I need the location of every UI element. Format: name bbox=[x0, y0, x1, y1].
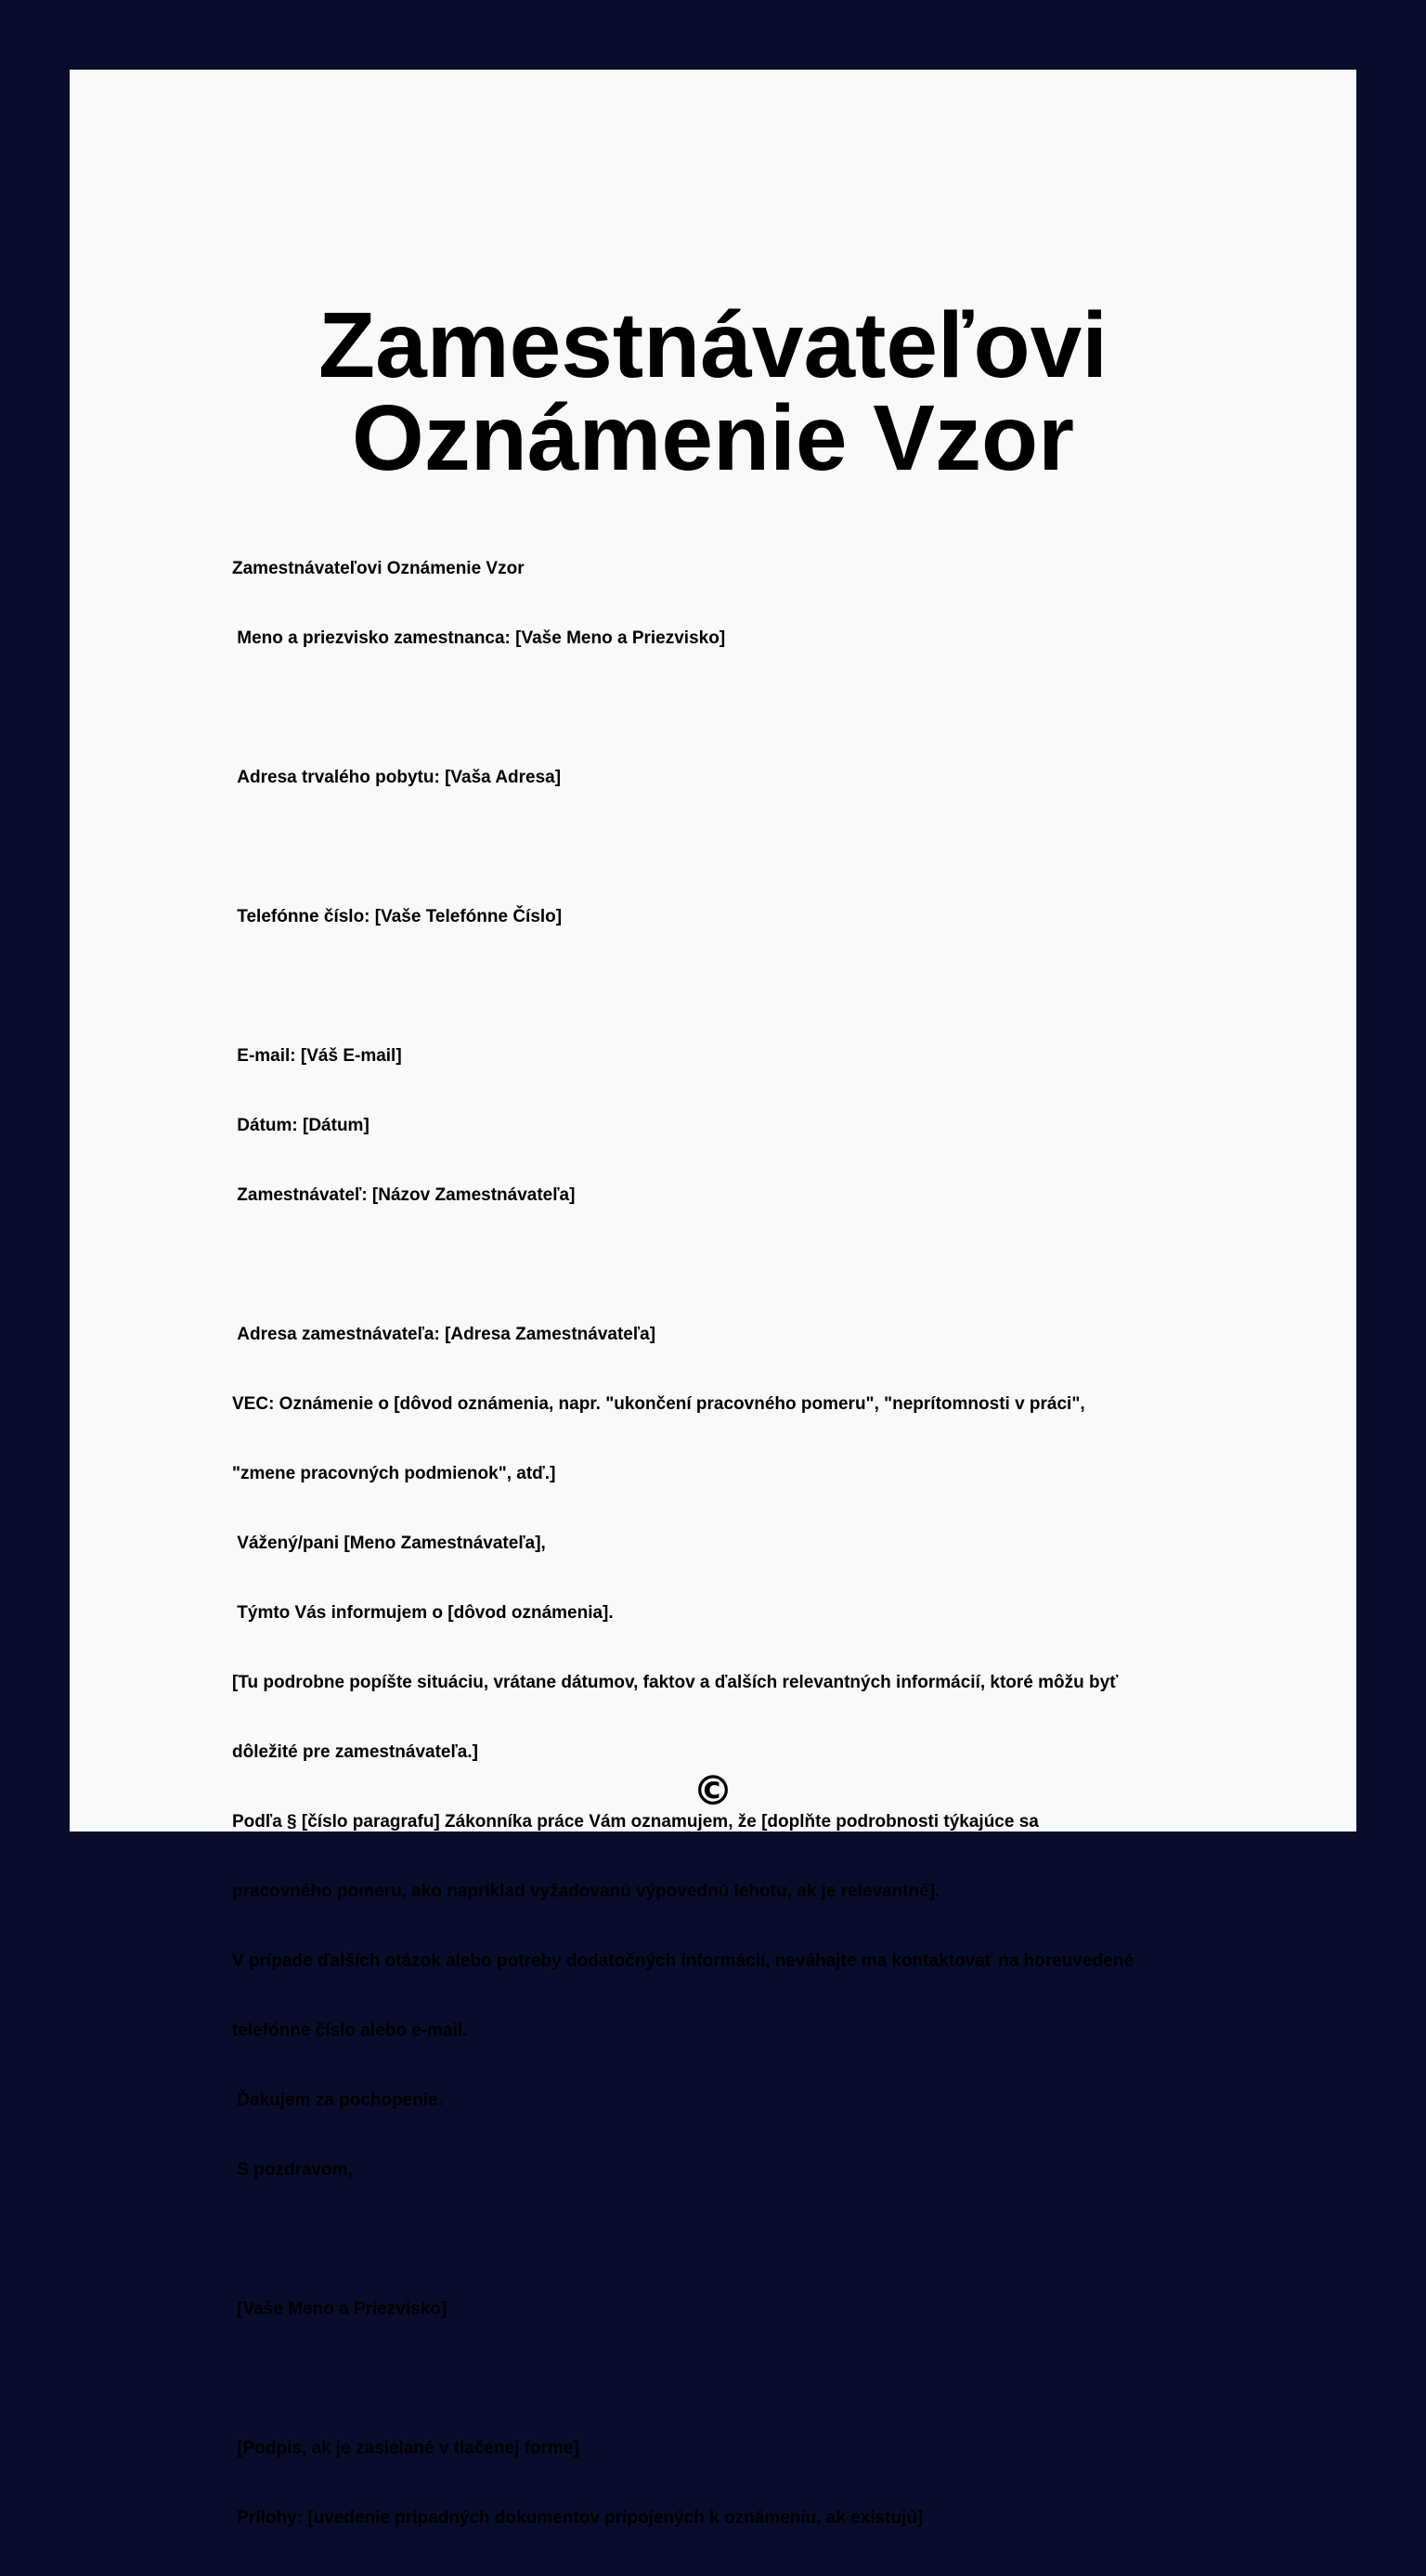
copyright-icon: © bbox=[693, 1767, 733, 1815]
body-line bbox=[232, 975, 1253, 998]
body-line bbox=[232, 2367, 1253, 2390]
body-line bbox=[232, 1253, 1253, 1276]
body-line: Podľa § [číslo paragrafu] Zákonníka práce Vám oznamujem, že [doplňte podrobnosti týkajúce sa bbox=[232, 1812, 1039, 1832]
body-line bbox=[232, 2228, 1253, 2251]
body-line: VEC: Oznámenie o [dôvod oznámenia, napr. "ukončení pracovného pomeru", "neprítomnosti v práci", bbox=[232, 1394, 1085, 1414]
body-line bbox=[232, 696, 1253, 719]
body-line: Dátum: [Dátum] bbox=[232, 1116, 369, 1135]
body-line: Vážený/pani [Meno Zamestnávateľa], bbox=[232, 1534, 546, 1553]
body-line: "zmene pracovných podmienok", atď.] bbox=[232, 1464, 556, 1483]
body-line: Adresa zamestnávateľa: [Adresa Zamestnávateľa] bbox=[232, 1325, 656, 1344]
title-line-1: Zamestnávateľovi bbox=[318, 293, 1108, 397]
body-line: Adresa trvalého pobytu: [Vaša Adresa] bbox=[232, 768, 562, 787]
body-line: [Vaše Meno a Priezvisko] bbox=[232, 2299, 447, 2319]
body-line: Týmto Vás informujem o [dôvod oznámenia]. bbox=[232, 1603, 614, 1623]
body-line: S pozdravom, bbox=[232, 2160, 353, 2180]
document-page bbox=[70, 70, 1356, 2528]
body-line: Prílohy: [uvedenie prípadných dokumentov pripojených k oznámeniu, ak existujú] bbox=[232, 2508, 924, 2528]
document-title bbox=[70, 293, 1356, 490]
body-line: Zamestnávateľovi Oznámenie Vzor bbox=[232, 559, 525, 578]
body-line: [Podpis, ak je zasielané v tlačenej forme] bbox=[232, 2439, 579, 2458]
body-line: V prípade ďalších otázok alebo potreby dodatočných informácií, neváhajte ma kontaktovať na horeuvedené bbox=[232, 1951, 1134, 1971]
body-line: Zamestnávateľ: [Názov Zamestnávateľa] bbox=[232, 1185, 576, 1205]
body-line: [Tu podrobne popíšte situáciu, vrátane dátumov, faktov a ďalších relevantných informácií, ktoré môžu byť bbox=[232, 1673, 1119, 1692]
body-line bbox=[232, 835, 1253, 859]
title-line-2: Oznámenie Vzor bbox=[352, 386, 1074, 490]
body-line: telefónne číslo alebo e-mail. bbox=[232, 2021, 468, 2040]
body-line: Telefónne číslo: [Vaše Telefónne Číslo] bbox=[232, 907, 563, 926]
body-line: E-mail: [Váš E-mail] bbox=[232, 1046, 402, 1066]
document-body bbox=[232, 511, 1253, 2576]
body-line: Meno a priezvisko zamestnanca: [Vaše Meno a Priezvisko] bbox=[232, 628, 726, 648]
body-line: Ďakujem za pochopenie. bbox=[232, 2091, 444, 2110]
body-line: dôležité pre zamestnávateľa.] bbox=[232, 1742, 478, 1762]
body-line: pracovného pomeru, ako napríklad vyžadovanú výpovednú lehotu, ak je relevantné]. bbox=[232, 1882, 940, 1901]
